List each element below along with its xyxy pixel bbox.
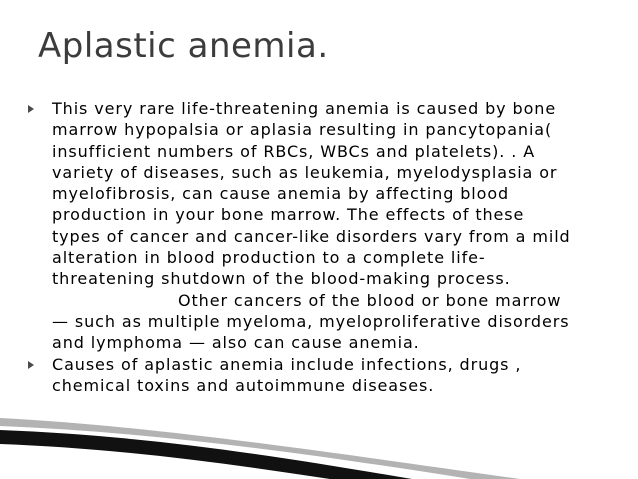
- paragraph-line: threatening shutdown of the blood-making process.: [52, 269, 511, 289]
- paragraph-line: types of cancer and cancer-like disorders vary from a mild: [52, 226, 571, 246]
- paragraph-line: and lymphoma — also can cause anemia.: [52, 333, 420, 353]
- bullet-item-causes-list: [28, 354, 608, 397]
- slide-title: Aplastic anemia.: [38, 26, 329, 66]
- paragraph-line: production in your bone marrow. The effects of these: [52, 205, 525, 225]
- paragraph-line: myelofibrosis, can cause anemia by affecting blood: [52, 184, 510, 204]
- paragraph-line: — such as multiple myeloma, myeloproliferative disorders: [52, 311, 570, 331]
- paragraph-line: This very rare life-threatening anemia is caused by bone: [52, 99, 557, 118]
- paragraph-line: variety of diseases, such as leukemia, myelodysplasia or: [52, 162, 558, 182]
- bullet-arrow-icon: [28, 105, 34, 113]
- paragraph-line: insufficient numbers of RBCs, WBCs and platelets). . A: [52, 141, 536, 161]
- swoosh-gray: [0, 418, 520, 479]
- paragraph-line: alteration in blood production to a complete life-: [52, 248, 486, 268]
- paragraph-line: chemical toxins and autoimmune diseases.: [52, 375, 435, 395]
- paragraph-line: Other cancers of the blood or bone marrow: [178, 290, 562, 310]
- paragraph-line: Causes of aplastic anemia include infections, drugs ,: [52, 354, 522, 374]
- bullet-item-causes-description: [28, 98, 608, 354]
- bullet-arrow-icon: [28, 361, 34, 369]
- bullet-list: [28, 98, 608, 396]
- paragraph-line: marrow hypopalsia or aplasia resulting in pancytopania(: [52, 120, 553, 140]
